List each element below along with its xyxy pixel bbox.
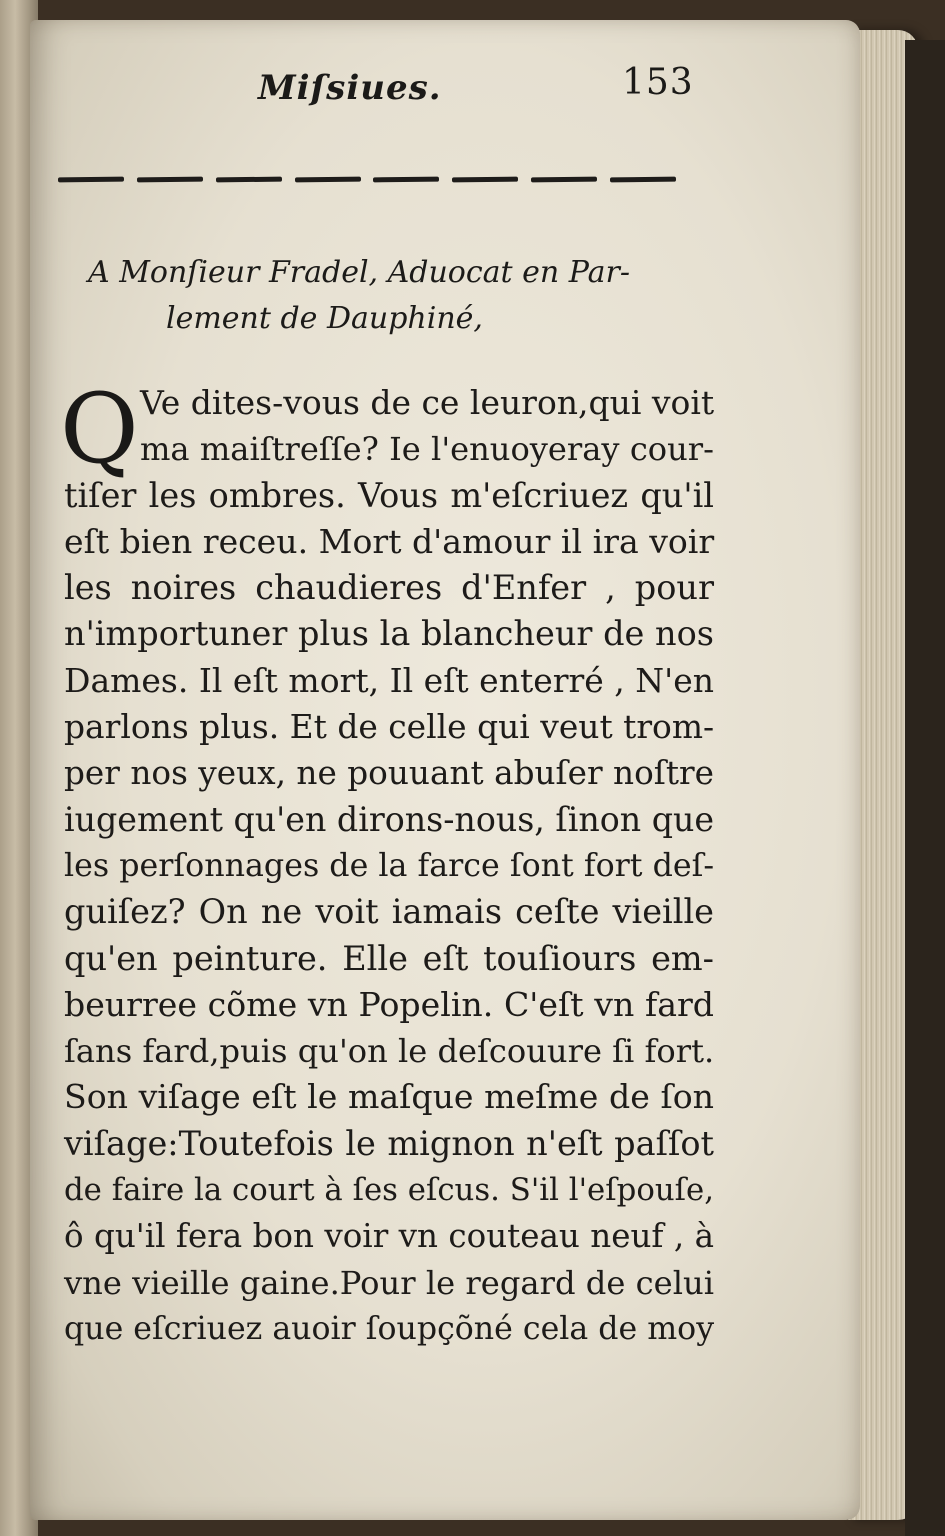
- rule-segment: [58, 177, 124, 183]
- body-line: tiſer les ombres. Vous m'eſcriuez qu'il: [64, 475, 714, 515]
- body-line: Ve dites-vous de ce leuron,qui voit: [140, 383, 715, 422]
- body-line: parlons plus. Et de celle qui veut trom-: [64, 707, 715, 747]
- body-line: iugement qu'en dirons-nous, ſinon que: [64, 799, 715, 839]
- body-line: de faire la court à ſes eſcus. S'il l'eſpouſe,: [64, 1172, 714, 1209]
- rule-segment: [373, 177, 439, 183]
- body-line: guiſez? On ne voit iamais ceſte vieille: [64, 892, 714, 932]
- running-head: Miſsiues.: [258, 68, 442, 108]
- letter-heading-line-1: A Monſieur Fradel, Aduocat en Par-: [88, 255, 630, 290]
- body-line: qu'en peinture. Elle eſt touſiours em-: [64, 938, 714, 978]
- body-line: ma maiſtreſſe? Ie l'enuoyeray cour-: [140, 430, 714, 469]
- body-line: vne vieille gaine.Pour le regard de celui: [64, 1263, 714, 1302]
- body-line: les perſonnages de la farce ſont fort deſ-: [64, 847, 715, 884]
- body-line: Son viſage eſt le maſque meſme de ſon: [64, 1077, 714, 1117]
- letter-heading: [88, 250, 708, 342]
- body-line: eſt bien receu. Mort d'amour il ira voir: [64, 521, 715, 561]
- body-line: ſans fard,puis qu'on le deſcouure ſi fort.: [64, 1032, 715, 1071]
- body-line: les noires chaudieres d'Enfer , pour: [64, 568, 714, 608]
- drop-cap: Q: [60, 373, 139, 485]
- body-line: beurree cõme vn Popelin. C'eſt vn fard: [64, 984, 714, 1024]
- rule-segment: [295, 177, 361, 183]
- rule-segment: [610, 177, 676, 183]
- rule-segment: [137, 177, 203, 183]
- ornamental-rule: [58, 177, 676, 183]
- body-line: ô qu'il fera bon voir vn couteau neuf , à: [64, 1217, 714, 1256]
- rule-segment: [452, 177, 518, 183]
- rule-segment: [531, 177, 597, 183]
- page-number: 153: [622, 62, 694, 103]
- body-line: per nos yeux, ne pouuant abuſer noſtre: [64, 754, 714, 793]
- body-line: viſage:Toutefois le mignon n'eſt paſſot: [64, 1123, 714, 1163]
- letter-heading-line-2: lement de Dauphiné,: [166, 301, 483, 336]
- body-line: Dames. Il eſt mort, Il eſt enterré , N'en: [64, 660, 714, 700]
- letter-body: [64, 380, 714, 1352]
- rule-segment: [216, 177, 282, 183]
- body-line: que eſcriuez auoir ſoupçõné cela de moy: [64, 1310, 715, 1347]
- book-cover-edge: [905, 40, 945, 1536]
- body-line: n'importuner plus la blancheur de nos: [64, 614, 714, 654]
